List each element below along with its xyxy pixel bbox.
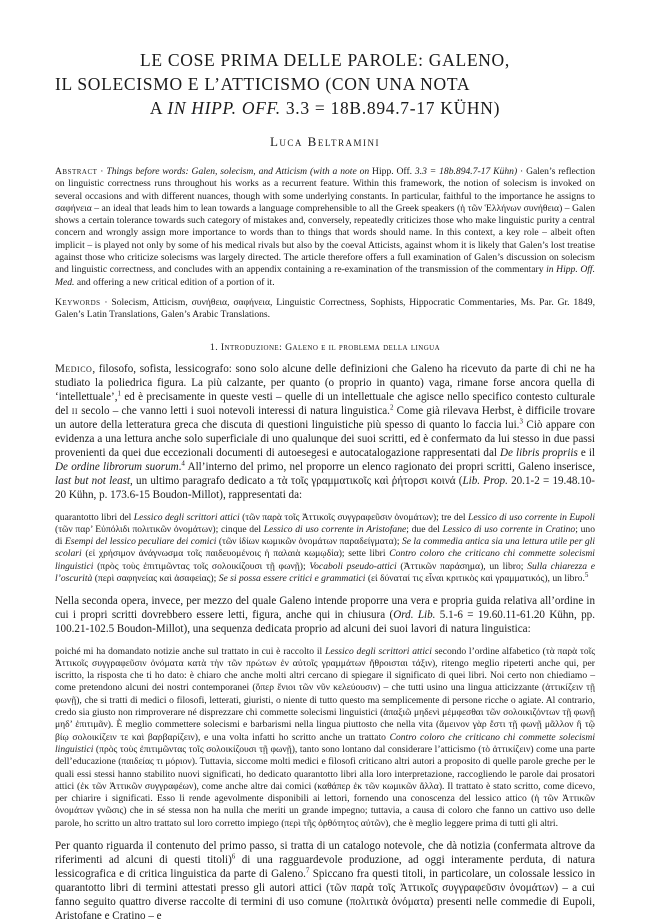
abstract-english-title-end: 3.3 = 18b.894.7-17 Kühn) xyxy=(414,166,518,177)
text-run: (τῶν παρ’ Εὐπόλιδι πολιτικῶν ὀνομάτων); cinque del xyxy=(55,523,264,535)
text-run: quarantotto libri del xyxy=(55,511,134,523)
text-run: All’interno del primo, nel proporre un elenco ragionato dei propri scritti, Galeno inserisce, xyxy=(184,461,595,474)
work-reference: Ord. Lib. xyxy=(393,609,436,622)
author-name: Luca Beltramini xyxy=(269,134,381,149)
text-run: (πρὸς τοὺς ἐπιτιμῶντας τοῖς σολοικίζουσι τῇ φωνῇ), tanto sono lontano dal considerare l’atticismo (τὸ ἀττικίζειν) come una parte dell’educazione (παιδείας τι μόριον). Tuttavia, siccome molti medici e filosofi criticano altri autori a proposito di quelle parole greche per le quali essi stessi hanno stabilito nuovi significati, ho dedicato quarantotto libri alla loro interpretazione, raccogliendo le parole dai prosatori attici (ἐκ τῶν Ἀττικῶν συγγραφέων), come anche altre dai comici (καθάπερ ἐκ τῶν κωμικῶν ἄλλα). Il trattato è stato scritto, come dicevo, per chiarire i significati. Esso li rende agevolmente disponibili ai lettori, fornendo una conoscenza del lessico attico (ἡ τῶν Ἀττικῶν ὀνομάτων γνῶσις) che in sé stessa non ha nulla che meriti un grande impegno; tuttavia, a causa di coloro che fanno un cattivo uso delle parole, ho scritto un altro trattato sul loro corretto impiego (περὶ τῆς ὀρθότητος αὐτῶν), che è meglio leggere prima di tutti gli altri. xyxy=(55,743,595,829)
text-run: 20.1-2 = 19.48.10-20 Kühn, p. 173.6-15 Boudon-Millot), rappresentati da: xyxy=(55,475,595,502)
keywords-label: Keywords xyxy=(55,296,101,308)
work-title: De libris propriis xyxy=(500,447,578,460)
abstract-text: · Galen’s reflection on linguistic correctness runs throughout his works as a recurrent feature. Within this framework, the notion of solecism is invoked on several occasions and with different nuances, though with some underlying constants. In particular, faithful to the importance he assigns to σαφήνεια – an ideal that leads him to lean towards a language comprehensible to all the Greek speakers (ἡ τῶν Ἑλλήνων συνήθεια) – Galen shows a certain tolerance towards such category of mistakes and, conversely, repeatedly criticizes those who make linguistic purity a central concern and wrongly assign more importance to words than to things that words should name. In this context, a key role – albeit often implicit – is played not only by some of his medical rivals but also by the coeval Atticists, against whom it is likely that Galen’s lost treatise against those who criticize solecisms was largely directed. The article therefore offers a full examination of Galen’s discussion on solecism and linguistic correctness, and concludes with an appendix containing a re-examination of the transmission of the commentary xyxy=(55,166,595,276)
title-line-3-prefix: A xyxy=(149,98,168,118)
footnote-ref-7[interactable]: 7 xyxy=(305,866,310,875)
text-run: (εἰ χρήσιμον ἀνάγνωσμα τοῖς παιδευομένοις ἡ παλαιὰ κωμῳδία); sette libri xyxy=(81,548,390,560)
text-run: ; uno di xyxy=(55,523,595,548)
work-title: Lessico degli scrittori attici xyxy=(324,645,432,657)
work-title: Lessico di uso corrente in Aristofane xyxy=(263,523,407,535)
abstract-cited-work: in Hipp. Off. Med. xyxy=(55,264,595,288)
text-run: . xyxy=(178,461,182,474)
abstract-label: Abstract xyxy=(55,166,98,177)
title-line-3 xyxy=(55,96,595,120)
keywords-text: Solecism, Atticism, συνήθεια, σαφήνεια, Linguistic Correctness, Sophists, Hippocratic Commentaries, Ms. Par. Gr. 1849, Galen’s Latin Translations, Galen’s Arabic Translations. xyxy=(55,296,595,321)
paragraph-lead-word: Medico xyxy=(55,362,93,375)
work-title: De ordine librorum suorum xyxy=(55,461,179,474)
abstract-english-title: Things before words: Galen, solecism, and Atticism (with a note on xyxy=(106,166,370,177)
abstract-text-end: and offering a new critical edition of a portion of it. xyxy=(74,276,275,288)
text-run: (πρὸς τοὺς ἐπιτιμῶντας τοῖς σολοικίζουσι τῇ φωνῇ); xyxy=(93,560,310,572)
work-title: Se si possa essere critici e grammatici xyxy=(218,572,366,584)
footnote-ref-2[interactable]: 2 xyxy=(389,403,394,412)
paragraph-1 xyxy=(55,362,595,503)
abstract-english-title-work: Hipp. Off. xyxy=(369,166,415,177)
footnote-ref-4[interactable]: 4 xyxy=(181,459,185,468)
century-numeral: ii xyxy=(71,404,79,417)
text-run: ; due del xyxy=(406,523,443,535)
work-title: Contro coloro che criticano chi commette solecismi linguistici xyxy=(55,731,595,755)
keywords xyxy=(55,297,595,322)
text-run: e il xyxy=(577,447,595,460)
text-run: (εἰ δύναταί τις εἶναι κριτικὸς καὶ γραμματικός), un libro. xyxy=(365,572,585,584)
text-run: , filosofo, sofista, lessicografo: sono solo alcune delle definizioni che Galeno ha ricevuto da parte di chi ne ha studiato la poliedrica figura. La più calzante, per quanto (o proprio in quanto) vaga, rimane forse ancora quella di ‘intellettuale’, xyxy=(55,362,595,403)
text-run: Ciò appare con evidenza a una lettura anche solo superficiale di uno qualunque dei suoi scritti, ed è confermato da lui stesso in due passi provenienti da quei due eccezionali documenti di autoesegesi e autocatalogazione rappresentati dal xyxy=(55,418,595,460)
footnote-ref-3[interactable]: 3 xyxy=(519,417,523,426)
text-run: secondo l’ordine alfabetico (τὰ παρὰ τοῖς Ἀττικοῖς συγγραφεῦσιν ὀνόματα κατὰ τὴν τῶν πρώτων ἐν αὐτοῖς γραμμάτων ἤθροισται τάξιν), ritengo meglio ripeterti anche qui, per iscritto, la risposta che ti ho dato: è chiaro che anche molti altri cercano di spiegare il significato di quei libri. Noi certo non chiediamo – come pretendono alcuni dei nostri contemporanei (ὅπερ ἔνιοι τῶν νῦν κελεύουσιν) – che tutti usino una lingua atticizzante (ἀττικίζειν τῇ φωνῇ), che si tratti di medici o filosofi, letterati, giuristi, o niente di tutto questo ma semplicemente di persone ricche o agiate. Al contrario, credo sia giusto non rimproverare né disprezzare chi commette solecismi linguistici (ἀπαξιῶ μηδενὶ μέμφεσθαι τῶν σολοικιζόντων τῇ φωνῇ μηδ’ ἐπιτιμᾶν). È meglio commettere solecismi e barbarismi nella lingua piuttosto che nella vita (ἄμεινον γὰρ ἔστι τῇ φωνῇ μᾶλλον ἢ τῷ βίῳ σολοικίζειν τε καὶ βαρβαρίζειν), e una volta infatti ho scritto anche un trattato xyxy=(55,645,595,743)
work-title: Vocaboli pseudo-attici xyxy=(309,560,397,572)
text-run: (τῶν ἰδίων κωμικῶν ὀνομάτων παραδείγματα); xyxy=(216,536,402,548)
paragraph-3 xyxy=(55,839,595,924)
block-quote-2 xyxy=(55,646,595,830)
text-run: Per quanto riguarda il contenuto del primo passo, si tratta di un catalogo notevole, che dà notizia (confermata altrove da riferimenti ad alcuni di questi titoli) xyxy=(55,840,595,867)
work-reference: Lib. Prop. xyxy=(462,475,508,488)
title-line-3-rest: 3.3 = 18B.894.7-17 KÜHN) xyxy=(280,98,501,118)
footnote-ref-1[interactable]: 1 xyxy=(117,389,122,398)
text-run: (περὶ σαφηνείας καὶ ἀσαφείας); xyxy=(92,572,219,584)
text-run: Come già rilevava Herbst, è difficile trovare un autore della letteratura greca che discuta di questioni linguistiche più spesso di quanto lo faccia lui. xyxy=(55,404,596,431)
work-title: Contro coloro che criticano chi commette solecismi linguistici xyxy=(55,548,595,572)
work-title: Lessico di uso corrente in Eupoli xyxy=(468,511,595,523)
abstract xyxy=(55,166,595,289)
text-run: di una ragguardevole produzione, ad oggi interamente perduta, di natura lessicografica e di critica linguistica da parte di Galeno. xyxy=(55,854,595,881)
keywords-separator: · xyxy=(100,296,112,308)
text-run: secolo – che vanno letti i suoi notevoli interessi di natura linguistica. xyxy=(78,404,390,417)
article-title xyxy=(55,48,595,120)
title-line-1: LE COSE PRIMA DELLE PAROLE: GALENO, xyxy=(140,50,510,70)
footnote-ref-5[interactable]: 5 xyxy=(584,570,589,579)
text-run: (τῶν παρὰ τοῖς Ἀττικοῖς συγγραφεῦσιν ὀνομάτων); tre del xyxy=(239,511,469,523)
work-title: Se la commedia antica sia una lettura utile per gli scolari xyxy=(55,536,595,560)
text-run: poiché mi ha domandato notizie anche sul trattato in cui è raccolto il xyxy=(55,645,325,657)
article-page xyxy=(55,48,595,924)
work-title: Lessico di uso corrente in Cratino xyxy=(442,523,576,535)
text-run: ed è precisamente in queste vesti – quelle di un intellettuale che agisce nello specifico contesto culturale del xyxy=(55,390,595,417)
abstract-separator: · xyxy=(97,166,107,177)
block-quote-1 xyxy=(55,512,595,586)
italic-phrase: last but not least xyxy=(55,475,131,488)
work-title: Sulla chiarezza e l’oscurità xyxy=(55,560,595,584)
title-cited-work: IN HIPP. OFF. xyxy=(167,98,281,118)
text-run: 5.1-6 = 19.60.11-61.20 Kühn, pp. 100.21-102.5 Boudon-Millot), una sequenza dedicata proprio ad alcuni dei suoi lavori di natura linguistica: xyxy=(55,609,595,636)
text-run: Spiccano fra questi titoli, in particolare, un colossale lessico in quarantotto libri di termini attestati presso gli autori attici (τῶν παρὰ τοῖς Ἀττικοῖς συγγραφεῦσιν ὀνομάτων) – a cui fanno seguito quattro diverse raccolte di termini di uso comune (πολιτικὰ ὀνόματα) presenti nelle commedie di Eupoli, Aristofane e Cratino – e xyxy=(55,868,595,923)
title-line-2: IL SOLECISMO E L’ATTICISMO (CON UNA NOTA xyxy=(55,74,471,94)
paragraph-2 xyxy=(55,594,595,636)
footnote-ref-6[interactable]: 6 xyxy=(231,852,236,861)
text-run: (Ἀττικῶν παράσημα), un libro; xyxy=(396,560,528,572)
text-run: Nella seconda opera, invece, per mezzo del quale Galeno intende proporre una vera e propria guida relativa all’ordine in cui i propri scritti dovrebbero essere letti, figura, anche qui in chiusura ( xyxy=(55,595,595,622)
work-title: Lessico degli scrittori attici xyxy=(133,511,240,523)
section-heading: 1. Introduzione: Galeno e il problema della lingua xyxy=(209,341,441,353)
text-run: , un ultimo paragrafo dedicato a τὰ τοῖς γραμματικοῖς καὶ ῥήτορσι κοινά ( xyxy=(130,475,463,488)
work-title: Esempi del lessico peculiare dei comici xyxy=(64,536,217,548)
